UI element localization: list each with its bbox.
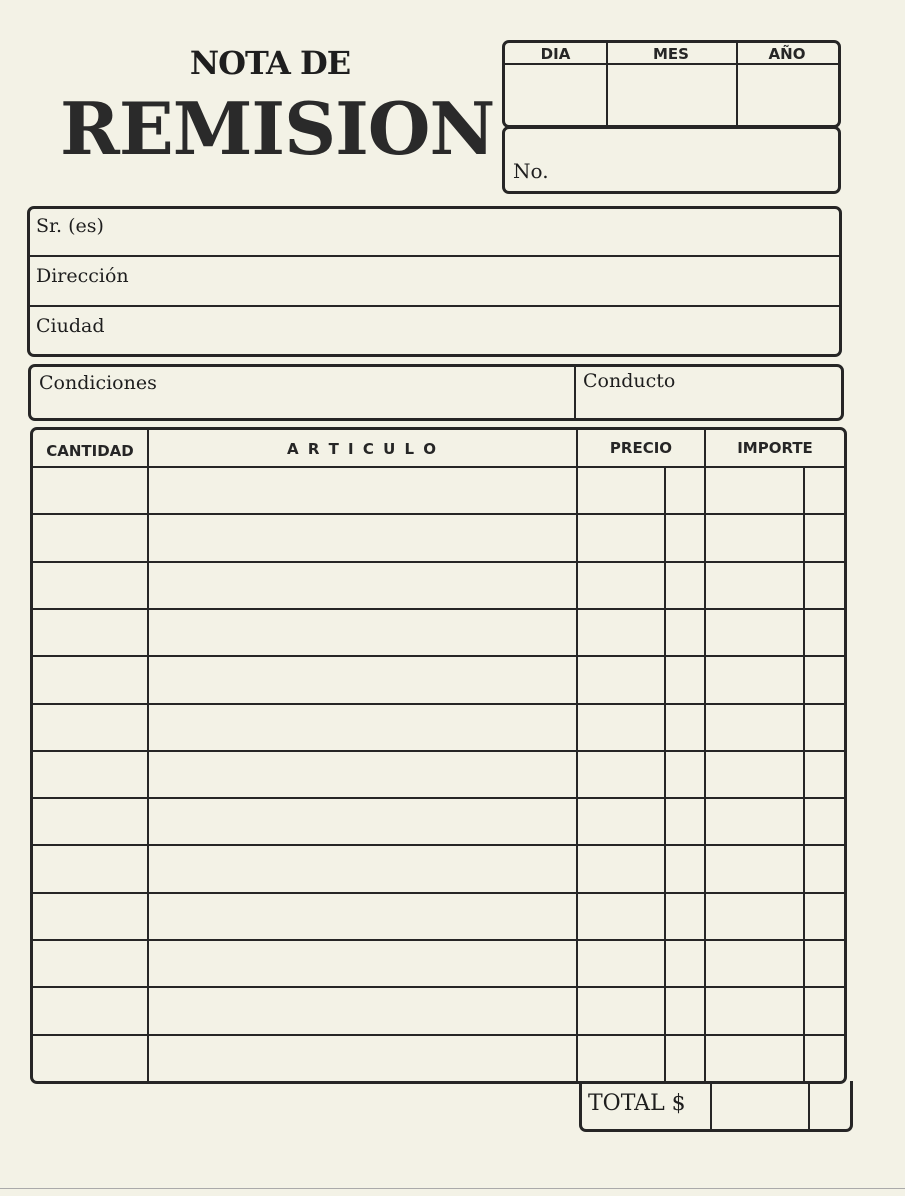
conditions-label: Condiciones	[39, 372, 157, 394]
shipping-field[interactable]	[691, 367, 841, 418]
table-row[interactable]	[33, 513, 844, 560]
shipping-label: Conducto	[583, 370, 676, 392]
divider	[574, 367, 576, 418]
page-edge	[0, 1188, 905, 1189]
column-header-price: PRECIO	[609, 439, 673, 457]
city-field[interactable]	[130, 307, 839, 355]
address-label: Dirección	[36, 265, 129, 287]
table-row[interactable]	[33, 844, 844, 891]
table-row[interactable]	[33, 703, 844, 750]
name-label: Sr. (es)	[36, 215, 104, 237]
year-label: AÑO	[768, 45, 806, 63]
table-row[interactable]	[33, 750, 844, 797]
day-field[interactable]	[505, 65, 606, 125]
address-field[interactable]	[150, 257, 839, 305]
column-header-quantity: CANTIDAD	[46, 442, 134, 460]
client-box	[27, 206, 842, 357]
total-amount-field[interactable]	[712, 1081, 808, 1129]
table-row[interactable]	[33, 561, 844, 608]
month-field[interactable]	[608, 65, 736, 125]
number-label: No.	[513, 159, 549, 183]
number-box[interactable]	[502, 126, 841, 194]
table-row[interactable]	[33, 939, 844, 986]
day-label: DIA	[540, 45, 571, 63]
column-header-amount: IMPORTE	[737, 439, 813, 457]
table-row[interactable]	[33, 797, 844, 844]
name-field[interactable]	[130, 209, 839, 255]
table-row[interactable]	[33, 986, 844, 1033]
terms-box	[28, 364, 844, 421]
items-table	[30, 427, 847, 1084]
year-field[interactable]	[738, 65, 838, 125]
table-row[interactable]	[33, 1034, 844, 1081]
form-title-line1: NOTA DE	[189, 44, 351, 82]
table-row[interactable]	[33, 466, 844, 513]
total-label: TOTAL $	[588, 1091, 686, 1116]
date-box	[502, 40, 841, 128]
table-row[interactable]	[33, 608, 844, 655]
table-row[interactable]	[33, 892, 844, 939]
month-label: MES	[653, 45, 689, 63]
table-row[interactable]	[33, 655, 844, 702]
city-label: Ciudad	[36, 315, 105, 337]
form-title-line2: REMISION	[60, 86, 495, 171]
total-cents-field[interactable]	[810, 1081, 850, 1129]
total-box	[579, 1081, 853, 1132]
column-header-article: A R T I C U L O	[286, 440, 439, 458]
conditions-field[interactable]	[181, 367, 571, 418]
